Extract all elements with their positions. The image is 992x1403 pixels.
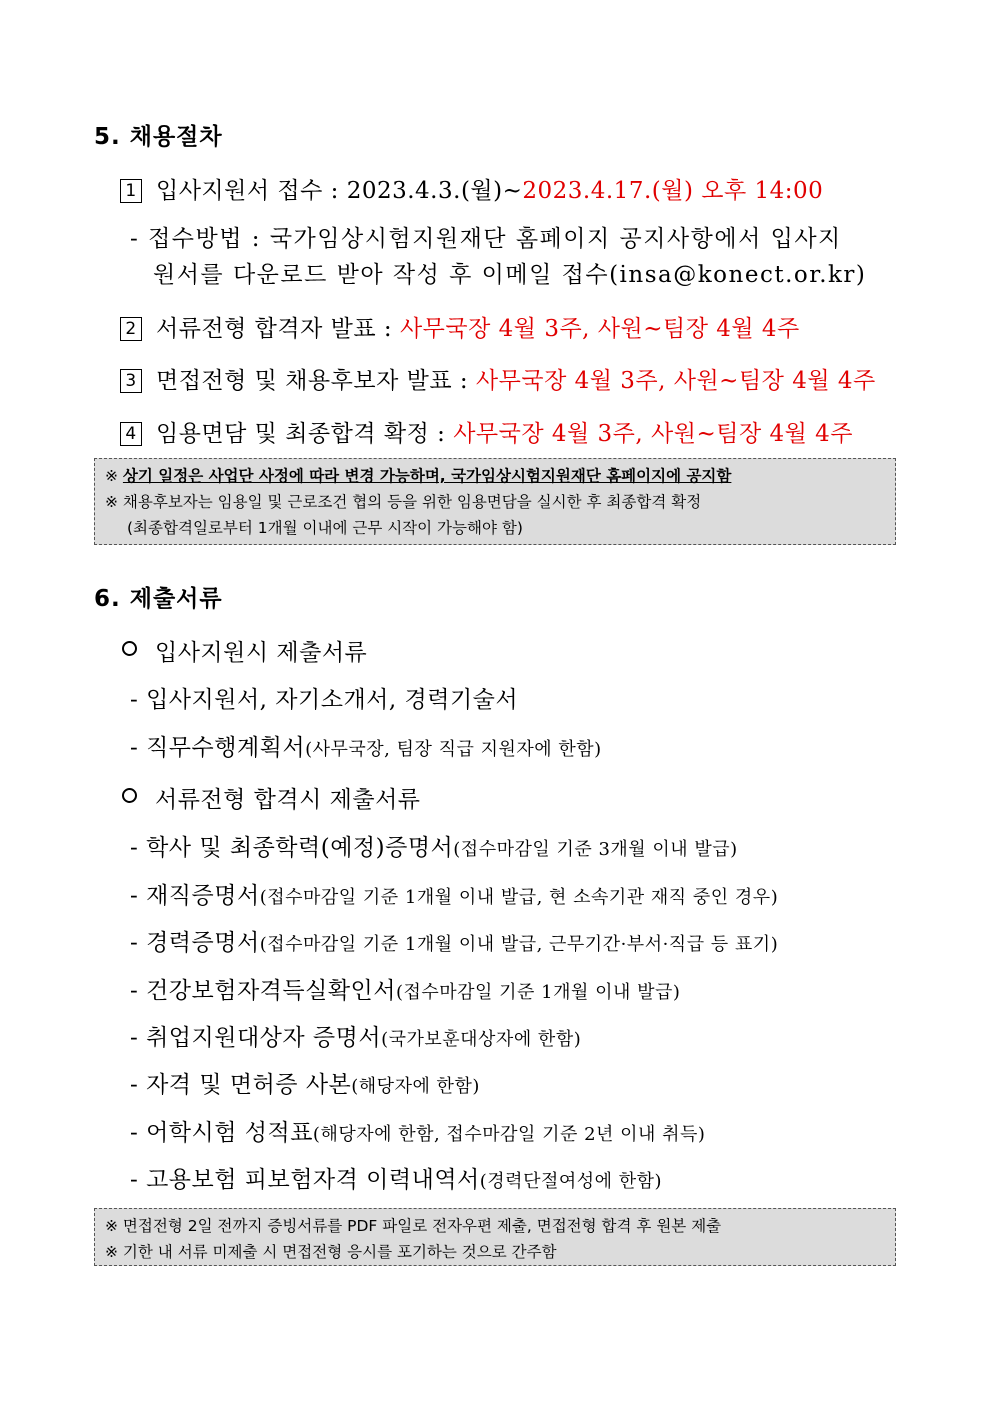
step-number-box: 3 [120, 369, 142, 393]
step-number-box: 2 [120, 317, 142, 341]
step-2-label: 서류전형 합격자 발표 : [156, 316, 400, 342]
group-1-heading: 입사지원시 제출서류 [122, 634, 367, 667]
step-number-box: 4 [120, 422, 142, 446]
section-5-title: 5. 채용절차 [94, 124, 223, 150]
step-1-detail-line2: 원서를 다운로드 받아 작성 후 이메일 접수(insa@konect.or.kr) [153, 262, 867, 288]
doc-item: - 어학시험 성적표(해당자에 한함, 접수마감일 기준 2년 이내 취득) [130, 1120, 706, 1146]
doc-item: - 고용보험 피보험자격 이력내역서(경력단절여성에 한함) [130, 1167, 663, 1193]
notice-line-2: ※ 채용후보자는 임용일 및 근로조건 협의 등을 위한 임용면담을 실시한 후 최종합격 확정 [105, 493, 702, 511]
step-1-detail-line1: - 접수방법 : 국가임상시험지원재단 홈페이지 공지사항에서 입사지 [130, 226, 842, 252]
group-2-heading: 서류전형 합격시 제출서류 [122, 781, 421, 814]
step-1 [120, 172, 823, 205]
step-number-box: 1 [120, 179, 142, 203]
doc-item: - 경력증명서(접수마감일 기준 1개월 이내 발급, 근무기간·부서·직급 등 표기) [130, 930, 779, 956]
doc-item: - 학사 및 최종학력(예정)증명서(접수마감일 기준 3개월 이내 발급) [130, 835, 738, 861]
step-3-schedule: 사무국장 4월 3주, 사원~팀장 4월 4주 [475, 368, 876, 394]
step-3-label: 면접전형 및 채용후보자 발표 : [156, 368, 476, 394]
bullet-circle-icon [122, 788, 137, 803]
notice-line-3: (최종합격일로부터 1개월 이내에 근무 시작이 가능해야 함) [127, 519, 523, 537]
notice-line-2: ※ 기한 내 서류 미제출 시 면접전형 응시를 포기하는 것으로 간주함 [105, 1243, 557, 1261]
bullet-circle-icon [122, 641, 137, 656]
group-1-item-1: - 입사지원서, 자기소개서, 경력기술서 [130, 687, 519, 713]
step-1-deadline: 2023.4.17.(월) 오후 14:00 [522, 178, 824, 204]
step-3 [120, 362, 876, 395]
step-4-schedule: 사무국장 4월 3주, 사원~팀장 4월 4주 [453, 421, 853, 447]
doc-item: - 건강보험자격득실확인서(접수마감일 기준 1개월 이내 발급) [130, 978, 681, 1004]
doc-item: - 취업지원대상자 증명서(국가보훈대상자에 한함) [130, 1025, 582, 1051]
step-2 [120, 310, 800, 343]
notice-line-1: ※ 면접전형 2일 전까지 증빙서류를 PDF 파일로 전자우편 제출, 면접전형 합격 후 원본 제출 [105, 1217, 722, 1235]
doc-item: - 자격 및 면허증 사본(해당자에 한함) [130, 1072, 480, 1098]
section-6-title: 6. 제출서류 [94, 586, 223, 612]
section-6-notice-box [94, 1208, 896, 1266]
step-2-schedule: 사무국장 4월 3주, 사원~팀장 4월 4주 [399, 316, 800, 342]
step-4 [120, 415, 853, 448]
notice-line-1: ※ 상기 일정은 사업단 사정에 따라 변경 가능하며, 국가임상시험지원재단 홈페이지에 공지함 [105, 467, 732, 485]
doc-item: - 재직증명서(접수마감일 기준 1개월 이내 발급, 현 소속기관 재직 중인 경우) [130, 883, 779, 909]
section-5-notice-box [94, 458, 896, 545]
group-1-item-2: - 직무수행계획서(사무국장, 팀장 직급 지원자에 한함) [130, 735, 602, 761]
step-4-label: 임용면담 및 최종합격 확정 : [156, 421, 454, 447]
step-1-label: 입사지원서 접수 : 2023.4.3.(월)~ [156, 178, 523, 204]
